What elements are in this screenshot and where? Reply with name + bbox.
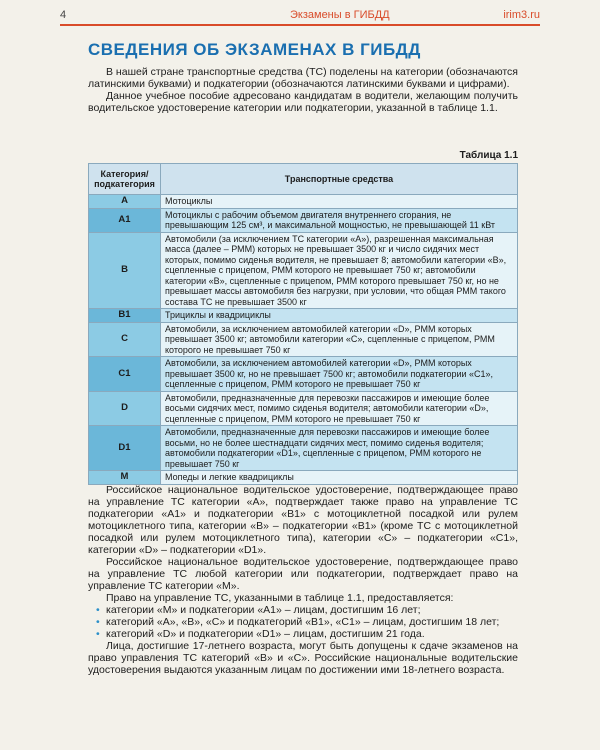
- table-header-row: [89, 164, 518, 195]
- table-row: [89, 357, 518, 392]
- category-description: Мотоциклы с рабочим объемом двигателя внутреннего сгорания, не превышающим 125 см³, и максимальной мощностью, не превышающей 11 кВт: [161, 208, 518, 232]
- table-row: [89, 195, 518, 209]
- intro-text: [88, 66, 518, 114]
- intro-paragraph-1: В нашей стране транспортные средства (ТС) поделены на категории (обозначаются латинскими буквами) и подкатегории (обозначаются латинскими буквами и цифрами).: [88, 66, 518, 90]
- list-item: • категории «М» и подкатегории «А1» – лицам, достигшим 16 лет;: [106, 604, 518, 616]
- list-item: • категорий «А», «В», «С» и подкатегорий «В1», «С1» – лицам, достигшим 18 лет;: [106, 616, 518, 628]
- category-code: C1: [89, 357, 161, 392]
- category-code: M: [89, 471, 161, 485]
- category-code: D1: [89, 426, 161, 471]
- category-description: Мотоциклы: [161, 195, 518, 209]
- table-row: [89, 309, 518, 323]
- category-description: Автомобили, за исключением автомобилей категории «D», РММ которых превышает 3500 кг; автомобили категории «С», сцепленные с прицепом, РММ которого не превышает 750 кг: [161, 322, 518, 357]
- paragraph: Российское национальное водительское удостоверение, подтверждающее право на управление ТС категории «А», подтверждает также право на управление ТС подкатегории «А1» и подкатегории «В1» с мотоциклетной посадкой или рулем мотоциклетного типа, категории «В» – подкатегории «В1» (кроме ТС с мотоциклетной посадкой или рулем мотоциклетного типа), категории «С» – подкатегории «С1», категории «D» – подкатегории «D1».: [88, 484, 518, 556]
- table-row: [89, 391, 518, 426]
- section-heading: СВЕДЕНИЯ ОБ ЭКЗАМЕНАХ В ГИБДД: [88, 40, 421, 59]
- categories-table: [88, 163, 518, 485]
- paragraph: Российское национальное водительское удостоверение, подтверждающее право на управление ТС любой категории или подкатегории, подтверждает право на управление ТС категории «М».: [88, 556, 518, 592]
- site-link[interactable]: irim3.ru: [503, 9, 540, 21]
- category-description: Автомобили, предназначенные для перевозки пассажиров и имеющие более восьми, но не более шестнадцати сидячих мест, помимо сиденья водителя; автомобили подкатегории «D1», сцепленные с прицепом, РММ которого не превышает 750 кг: [161, 426, 518, 471]
- table-row: [89, 232, 518, 309]
- category-code: A1: [89, 208, 161, 232]
- category-description: Автомобили (за исключением ТС категории «А»), разрешенная максимальная масса (далее – РММ) которых не превышает 3500 кг и число сидячих мест которых, помимо сиденья водителя, не превышает 8; автомобили категории «В», сцепленные с прицепом, РММ которого не превышает 750 кг; автомобили категории «В», сцепленные с прицепом, РММ которого превышает 750 кг, но не превышает массы автомобиля без нагрузки, при условии, что общая РММ такого состава ТС не превышает 3500 кг: [161, 232, 518, 309]
- paragraph: Право на управление ТС, указанными в таблице 1.1, предоставляется:: [106, 592, 454, 604]
- list-item: • категорий «D» и подкатегории «D1» – лицам, достигшим 21 года.: [106, 628, 518, 640]
- category-description: Автомобили, предназначенные для перевозки пассажиров и имеющие более восьми сидячих мест, помимо сиденья водителя; автомобили категории «D», сцепленные с прицепом, РММ которого не превышает 750 кг: [161, 391, 518, 426]
- page-number: 4: [60, 9, 67, 21]
- body-text: [88, 484, 518, 676]
- running-title: Экзамены в ГИБДД: [290, 9, 390, 21]
- intro-paragraph-2: Данное учебное пособие адресовано кандидатам в водители, желающим получить водительское удостоверение категории или подкатегории, указанной в таблице 1.1.: [88, 90, 518, 114]
- column-header-vehicles: Транспортные средства: [161, 164, 518, 195]
- table-caption: Таблица 1.1: [459, 150, 518, 161]
- category-description: Автомобили, за исключением автомобилей категории «D», РММ которых превышает 3500 кг, но не превышает 7500 кг; автомобили подкатегории «С1», сцепленные с прицепом, РММ которого не превышает 750 кг: [161, 357, 518, 392]
- table-row: [89, 471, 518, 485]
- table-row: [89, 322, 518, 357]
- category-code: B1: [89, 309, 161, 323]
- table-row: [89, 426, 518, 471]
- table-row: [89, 208, 518, 232]
- category-description: Трициклы и квадрициклы: [161, 309, 518, 323]
- column-header-category: Категория/ подкатегория: [89, 164, 161, 195]
- running-header: [60, 8, 540, 26]
- age-requirements-list: [88, 604, 518, 640]
- category-code: D: [89, 391, 161, 426]
- category-code: B: [89, 232, 161, 309]
- category-description: Мопеды и легкие квадрициклы: [161, 471, 518, 485]
- category-code: A: [89, 195, 161, 209]
- category-code: C: [89, 322, 161, 357]
- paragraph: Лица, достигшие 17-летнего возраста, могут быть допущены к сдаче экзаменов на право управления ТС категорий «В» и «С». Российские национальные водительские удостоверения выдаются указанным лицам по достижении ими 18-летнего возраста.: [88, 640, 518, 676]
